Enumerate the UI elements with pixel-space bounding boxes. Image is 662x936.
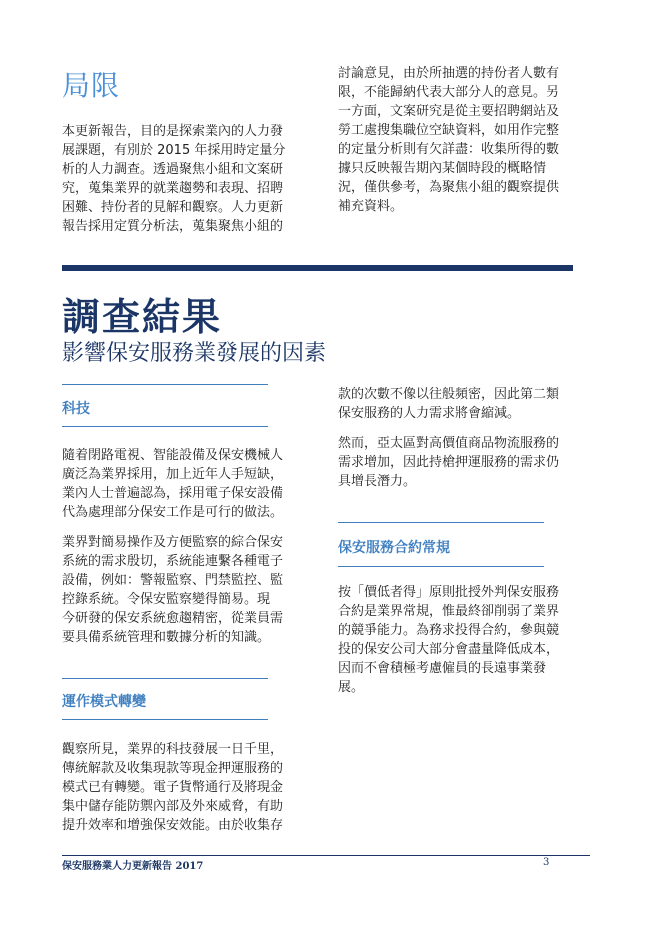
findings-title: 調查結果: [62, 295, 223, 339]
footer-title: 保安服務業人力更新報告 2017: [62, 861, 204, 872]
technology-rule-bottom: [62, 426, 268, 427]
contract-rule-bottom: [338, 566, 544, 567]
page-number: 3: [543, 857, 550, 868]
right-continuation-paragraph: 款的次數不像以往般頻密，因此第二類 保安服務的人力需求將會縮減。: [338, 387, 560, 421]
operation-rule-top: [62, 678, 268, 679]
findings-subtitle: 影響保安服務業發展的因素: [62, 341, 327, 366]
contract-heading: 保安服務合約常規: [338, 540, 450, 556]
right-paragraph-2: 然而，亞太區對高價值商品物流服務的 需求增加，因此持槍押運服務的需求仍 具增長潛力。: [338, 436, 560, 489]
technology-rule-top: [62, 384, 268, 385]
operation-mode-paragraph: 觀察所見，業界的科技發展一日千里， 傳統解款及收集現款等現金押運服務的 模式已有轉變。電子貨幣通行及將現金 集中儲存能防禦內部及外來威脅，有助 提升效率和增強保安效能。由於收集存: [62, 742, 284, 833]
technology-paragraph-2: 業界對簡易操作及方便監察的綜合保安 系統的需求殷切，系統能連繫各種電子 設備，例如：警報監察、門禁監控、監 控錄系統。令保安監察變得簡易。現 今研發的保安系統愈趨精密，從業員需 要具備系統管理和數據分析的知識。: [62, 535, 284, 645]
contract-rule-top: [338, 522, 544, 523]
limitations-heading: 局限: [62, 69, 121, 102]
footer-rule: [62, 855, 590, 856]
contract-paragraph: 按「價低者得」原則批授外判保安服務 合約是業界常規，惟最終卻削弱了業界 的競爭能力。為務求投得合約，參與競 投的保安公司大部分會盡量降低成本， 因而不會積極考慮僱員的長遠事業發 展。: [338, 585, 560, 695]
limitations-left-paragraph: 本更新報告，目的是探索業內的人力發 展課題，有別於 2015 年採用時定量分 析的人力調查。透過聚焦小組和文案研 究，蒐集業界的就業趨勢和表現、招聘 困難、持份者的見解和觀察。人力更新 報告採用定質分析法，蒐集聚焦小組的: [62, 124, 286, 234]
operation-rule-bottom: [62, 719, 268, 720]
technology-heading: 科技: [62, 401, 90, 417]
section-divider: [62, 265, 573, 271]
limitations-right-paragraph: 討論意見，由於所抽選的持份者人數有 限，不能歸納代表大部分人的意見。另 一方面，文案研究是從主要招聘網站及 勞工處搜集職位空缺資料，如用作完整 的定量分析則有欠詳盡：收集所得的數 據只反映報告期內某個時段的概略情 況，僅供參考，為聚焦小組的觀察提供 補充資料。: [338, 66, 560, 214]
technology-paragraph-1: 隨着閉路電視、智能設備及保安機械人 廣泛為業界採用，加上近年人手短缺， 業內人士普遍認為，採用電子保安設備 代為處理部分保安工作是可行的做法。: [62, 448, 284, 520]
operation-mode-heading: 運作模式轉變: [62, 694, 146, 710]
